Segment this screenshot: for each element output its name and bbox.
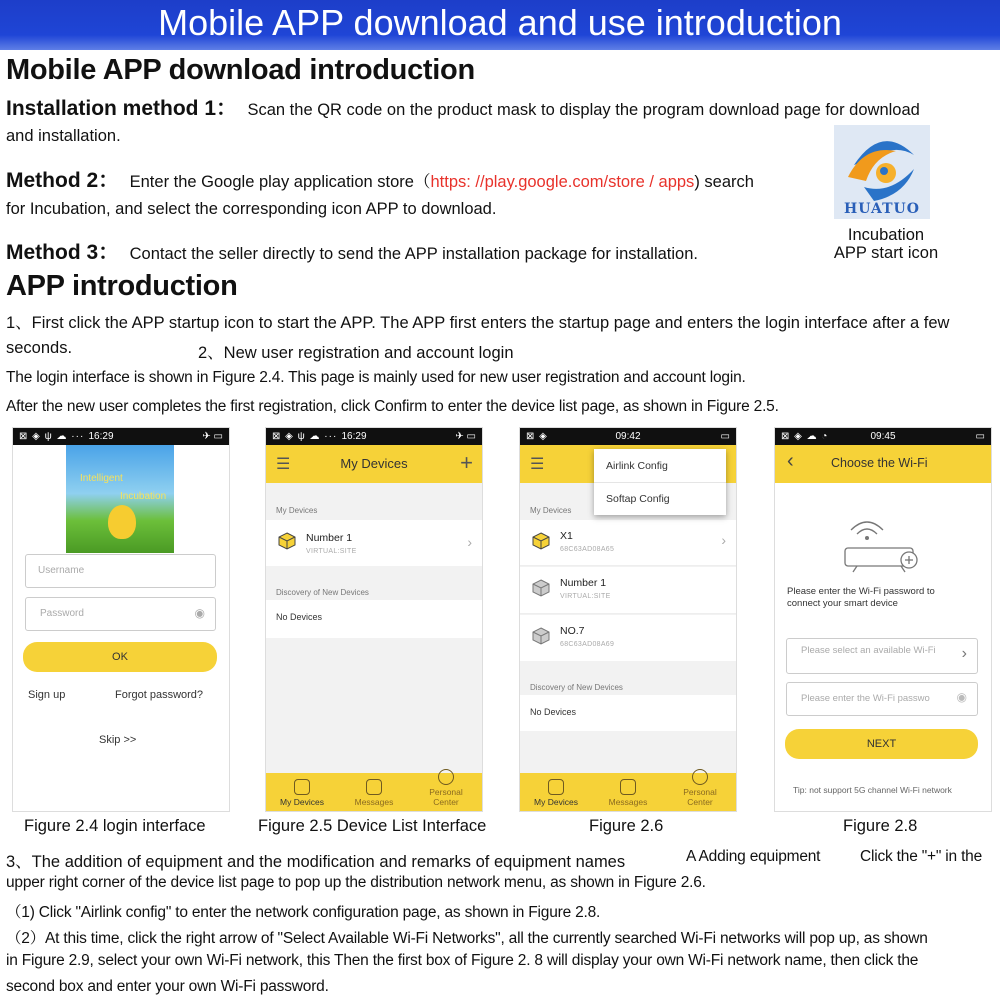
- download-heading: Mobile APP download introduction: [6, 54, 475, 86]
- battery-icon: ▭: [975, 431, 985, 442]
- back-arrow-icon[interactable]: ‹: [787, 450, 794, 472]
- chevron-right-icon: ›: [721, 532, 726, 548]
- logo-caption-2: APP start icon: [833, 244, 939, 262]
- status-icons: ⊠ ◈: [526, 431, 548, 442]
- status-bar: [266, 428, 482, 445]
- section3-line-1a: 3、The addition of equipment and the modification and remarks of equipment names: [6, 853, 626, 871]
- discovery-label: Discovery of New Devices: [276, 588, 369, 597]
- intro-line-2a: seconds.: [6, 339, 73, 357]
- battery-icon: ▭: [720, 431, 730, 442]
- method3-line: [6, 236, 698, 266]
- status-time: 09:45: [870, 431, 896, 442]
- method3-label: Method 3：: [6, 241, 120, 264]
- status-bar: [520, 428, 736, 445]
- logo-caption: [828, 226, 944, 262]
- tab-bar: [266, 773, 482, 811]
- no-devices-text: No Devices: [530, 707, 577, 717]
- method3-text: Contact the seller directly to send the APP installation package for installation.: [129, 245, 698, 263]
- tab-my-devices[interactable]: My Devices: [272, 779, 332, 807]
- wifi-password-placeholder: Please enter the Wi-Fi passwo: [801, 693, 930, 704]
- add-device-button[interactable]: +: [460, 450, 473, 475]
- person-icon: [692, 769, 708, 785]
- softap-config-item[interactable]: Softap Config: [606, 493, 670, 505]
- my-devices-label: My Devices: [276, 506, 318, 515]
- intro-heading: APP introduction: [6, 270, 238, 302]
- device-row[interactable]: [520, 520, 736, 566]
- method2-text: Enter the Google play application store（: [129, 173, 431, 191]
- screen-title: My Devices: [340, 456, 408, 471]
- device-id: 68C63AD08A69: [560, 641, 615, 648]
- device-name: X1: [560, 530, 573, 542]
- menu-divider: [594, 482, 726, 483]
- no-devices-row: [266, 600, 482, 638]
- wifi-select-placeholder: Please select an available Wi-Fi: [801, 645, 936, 656]
- device-name: Number 1: [560, 577, 607, 589]
- method1-line: [6, 92, 920, 122]
- eye-icon[interactable]: ◉: [194, 606, 205, 620]
- status-icons: ⊠ ◈ ψ ☁ ···: [272, 431, 338, 442]
- wifi-prompt: Please enter the Wi-Fi password to connect your smart device: [787, 586, 935, 609]
- battery-icon: ✈ ▭: [202, 431, 223, 442]
- figure-2-6-caption: Figure 2.6: [589, 817, 664, 835]
- device-cube-icon: [532, 532, 550, 550]
- status-time: 16:29: [88, 431, 114, 442]
- forgot-password-link[interactable]: Forgot password?: [115, 689, 204, 701]
- section3-line-5: in Figure 2.9, select your own Wi-Fi network, this Then the first box of Figure 2. 8 will display your own Wi-Fi network name, then click the: [6, 952, 919, 969]
- password-placeholder: Password: [40, 608, 84, 619]
- method2-text-cont: for Incubation, and select the corresponding icon APP to download.: [6, 200, 497, 218]
- status-bar: [775, 428, 991, 445]
- discovery-label: Discovery of New Devices: [530, 683, 623, 692]
- tab-my-devices[interactable]: My Devices: [526, 779, 586, 807]
- device-name: NO.7: [560, 625, 585, 637]
- device-id: VIRTUAL:SITE: [560, 593, 611, 600]
- menu-icon[interactable]: ☰: [276, 456, 291, 473]
- tab-personal-center[interactable]: Personal Center: [670, 769, 730, 807]
- method1-text: Scan the QR code on the product mask to display the program download page for download: [247, 101, 920, 119]
- battery-icon: ✈ ▭: [455, 431, 476, 442]
- device-offline-icon: [532, 579, 550, 597]
- skip-link[interactable]: Skip >>: [99, 734, 137, 746]
- device-offline-icon: [532, 627, 550, 645]
- section3-line-4: （2）At this time, click the right arrow of "Select Available Wi-Fi Networks", all the currently searched Wi-Fi networks will pop up, as shown: [6, 930, 928, 947]
- ok-button[interactable]: OK: [23, 642, 217, 672]
- intro-line-4: After the new user completes the first registration, click Confirm to enter the device list page, as shown in Figure 2.5.: [6, 398, 779, 415]
- page-banner: [0, 0, 1000, 50]
- router-icon: [841, 512, 921, 576]
- wifi-password-field[interactable]: [786, 682, 978, 716]
- username-placeholder: Username: [38, 565, 85, 576]
- devices-icon: [294, 779, 310, 795]
- method2-text-end: ) search: [694, 173, 754, 191]
- chevron-right-icon[interactable]: ›: [961, 645, 967, 662]
- status-bar: [13, 428, 229, 445]
- status-icons: ⊠ ◈ ψ ☁ ···: [19, 431, 85, 442]
- message-icon: [620, 779, 636, 795]
- tab-personal-center[interactable]: Personal Center: [416, 769, 476, 807]
- google-play-link[interactable]: https: //play.google.com/store / apps: [430, 173, 695, 191]
- method2-line: [6, 164, 754, 194]
- tab-messages[interactable]: Messages: [598, 779, 658, 807]
- chick-icon: [108, 505, 136, 539]
- splash-text-1: Intelligent: [80, 473, 123, 484]
- status-time: 09:42: [615, 431, 641, 442]
- menu-icon[interactable]: ☰: [530, 456, 545, 473]
- wifi-tip: Tip: not support 5G channel Wi-Fi network: [793, 785, 952, 795]
- device-id: VIRTUAL:SITE: [306, 548, 357, 555]
- device-id: 68C63AD08A65: [560, 546, 615, 553]
- device-list-phone: [265, 427, 483, 812]
- figure-2-4-caption: Figure 2.4 login interface: [24, 817, 206, 835]
- top-bar: [266, 445, 482, 483]
- no-devices-row: [520, 695, 736, 731]
- app-logo: [834, 125, 930, 219]
- airlink-config-item[interactable]: Airlink Config: [606, 460, 668, 472]
- intro-line-3: The login interface is shown in Figure 2.4. This page is mainly used for new user registration and account login.: [6, 369, 746, 386]
- tab-messages[interactable]: Messages: [344, 779, 404, 807]
- logo-caption-1: Incubation: [847, 226, 925, 244]
- status-icons: ⊠ ◈ ☁ ◔: [781, 431, 829, 442]
- no-devices-text: No Devices: [276, 612, 323, 622]
- method1-label: Installation method 1：: [6, 97, 238, 120]
- method1-text-cont: and installation.: [6, 127, 121, 145]
- person-icon: [438, 769, 454, 785]
- wifi-config-phone: [774, 427, 992, 812]
- section3-line-1b: A Adding equipment: [686, 848, 821, 865]
- device-name: Number 1: [306, 532, 353, 544]
- intro-line-1: 1、First click the APP startup icon to start the APP. The APP first enters the startup page and enters the login interface after a few: [6, 314, 950, 332]
- top-bar: [775, 445, 991, 483]
- method2-label: Method 2：: [6, 169, 120, 192]
- signup-link[interactable]: Sign up: [28, 689, 66, 701]
- wifi-select-field[interactable]: [786, 638, 978, 674]
- device-row[interactable]: [520, 567, 736, 614]
- section3-line-3: （1) Click "Airlink config" to enter the network configuration page, as shown in Figure 2.8.: [6, 904, 601, 921]
- section3-line-6: second box and enter your own Wi-Fi password.: [6, 978, 329, 995]
- tab-bar: [520, 773, 736, 811]
- chevron-right-icon: ›: [467, 534, 472, 550]
- figure-2-8-caption: Figure 2.8: [843, 817, 918, 835]
- section3-line-2: upper right corner of the device list page to pop up the distribution network menu, as shown in Figure 2.6.: [6, 874, 706, 891]
- message-icon: [366, 779, 382, 795]
- intro-line-2b: 2、New user registration and account login: [198, 344, 514, 362]
- section3-line-1c: Click the "+" in the: [860, 848, 983, 865]
- status-time: 16:29: [341, 431, 367, 442]
- config-popup-menu: [594, 449, 726, 515]
- device-cube-icon: [278, 532, 296, 550]
- banner-title: Mobile APP download and use introduction: [158, 2, 842, 43]
- splash-text-2: Incubation: [120, 491, 167, 502]
- devices-icon: [548, 779, 564, 795]
- login-screen-phone: [12, 427, 230, 812]
- username-input[interactable]: [25, 554, 216, 588]
- next-button[interactable]: NEXT: [785, 729, 978, 759]
- config-menu-phone: [519, 427, 737, 812]
- screen-title: Choose the Wi-Fi: [831, 456, 928, 470]
- eye-icon[interactable]: ◉: [956, 690, 967, 704]
- splash-image: [66, 445, 174, 553]
- device-row[interactable]: [520, 615, 736, 661]
- logo-brand: HUATUO: [844, 201, 920, 217]
- figure-2-5-caption: Figure 2.5 Device List Interface: [258, 817, 487, 835]
- password-input[interactable]: [25, 597, 216, 631]
- my-devices-label: My Devices: [530, 506, 572, 515]
- device-row[interactable]: [266, 520, 482, 566]
